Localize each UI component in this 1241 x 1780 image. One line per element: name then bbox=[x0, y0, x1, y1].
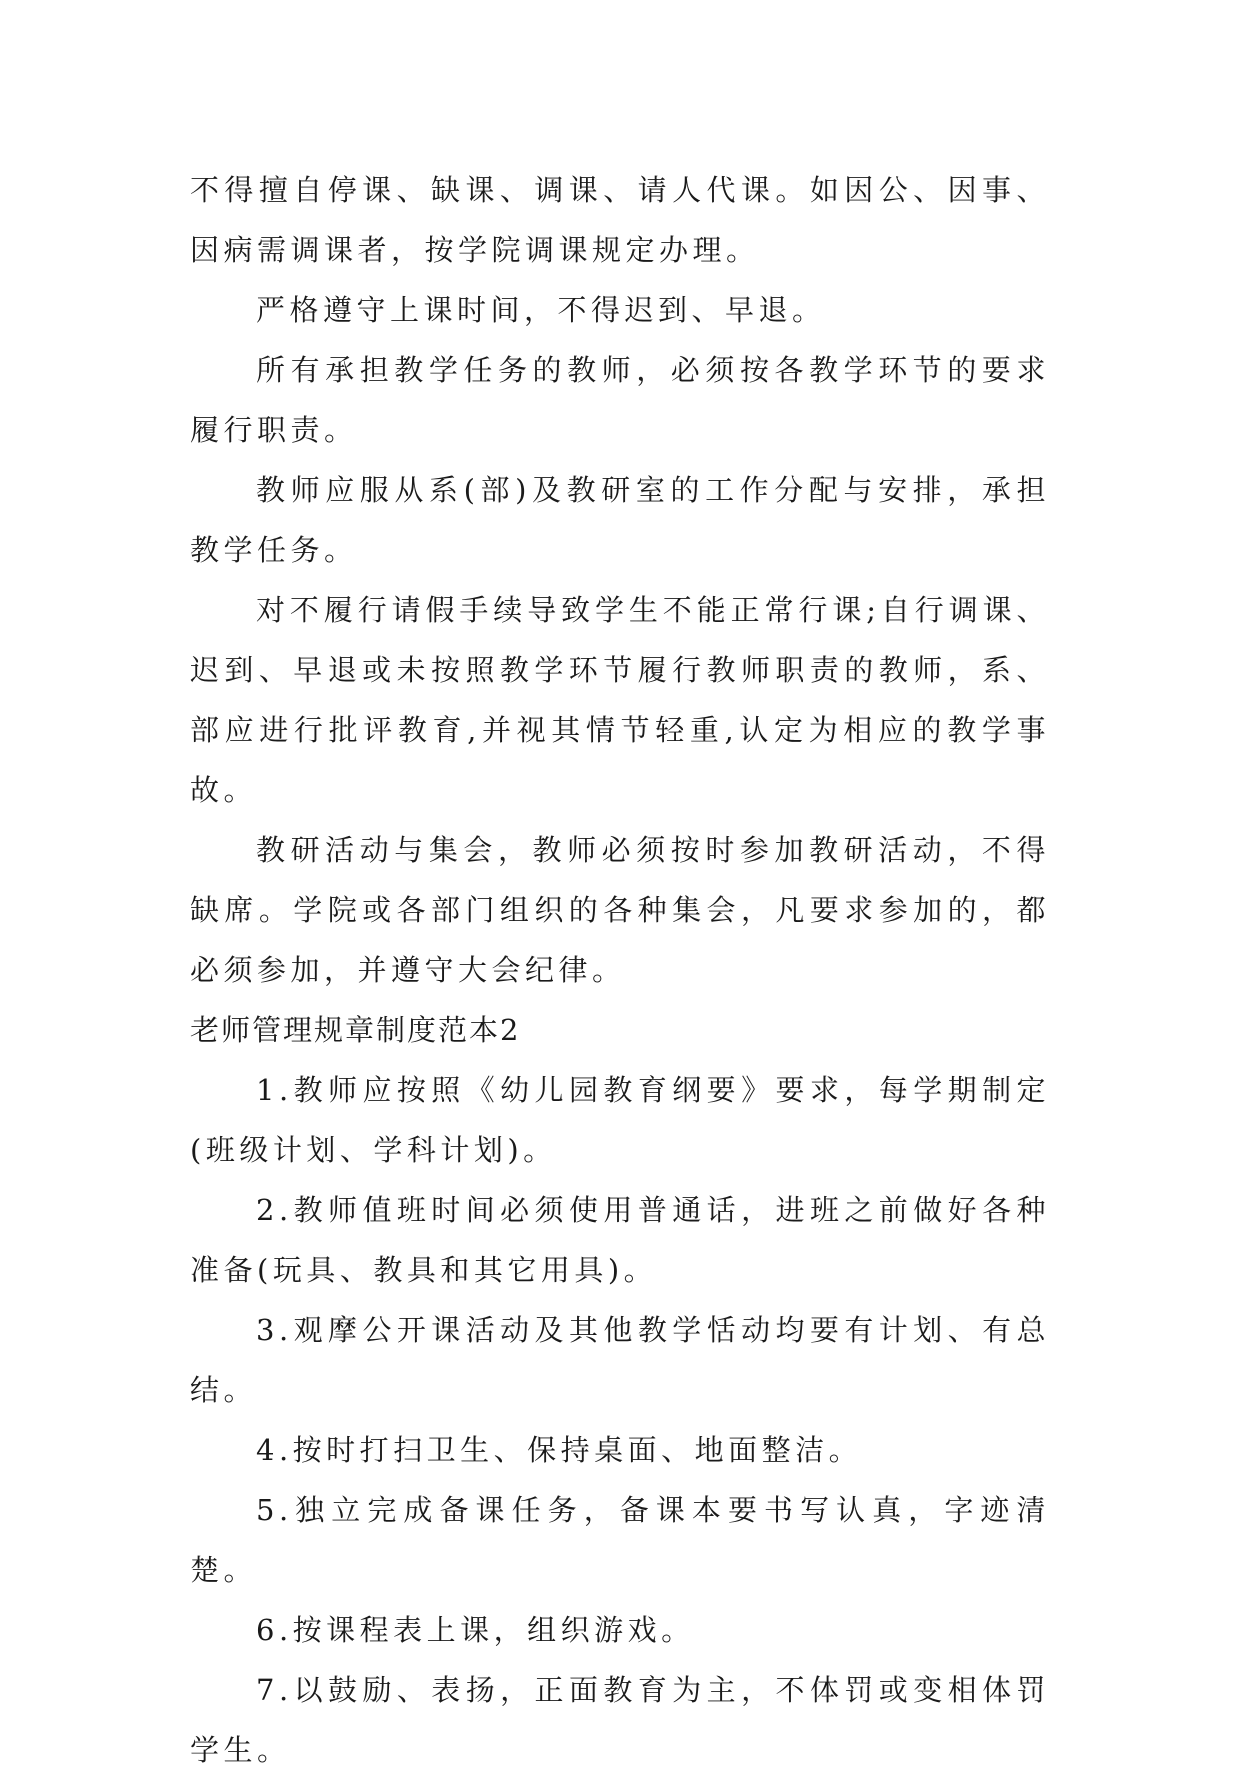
document-body bbox=[190, 160, 1050, 1780]
list-item-6: 6.按课程表上课，组织游戏。 bbox=[256, 1613, 695, 1647]
list-item-1: 1.教师应按照《幼儿园教育纲要》要求，每学期制定(班级计划、学科计划)。 bbox=[190, 1073, 1050, 1167]
list-item-4: 4.按时打扫卫生、保持桌面、地面整洁。 bbox=[256, 1433, 863, 1467]
list-item-3: 3.观摩公开课活动及其他教学恬动均要有计划、有总结。 bbox=[190, 1313, 1050, 1407]
paragraph-4: 教师应服从系(部)及教研室的工作分配与安排，承担教学任务。 bbox=[190, 473, 1050, 567]
list-item-5: 5.独立完成备课任务，备课本要书写认真，字迹清楚。 bbox=[190, 1493, 1050, 1587]
paragraph-2: 严格遵守上课时间，不得迟到、早退。 bbox=[256, 293, 826, 327]
paragraph-1: 不得擅自停课、缺课、调课、请人代课。如因公、因事、因病需调课者，按学院调课规定办理。 bbox=[190, 173, 1050, 267]
list-item-2: 2.教师值班时间必须使用普通话，进班之前做好各种准备(玩具、教具和其它用具)。 bbox=[190, 1193, 1050, 1287]
list-item-7: 7.以鼓励、表扬，正面教育为主，不体罚或变相体罚学生。 bbox=[190, 1673, 1050, 1767]
paragraph-3: 所有承担教学任务的教师，必须按各教学环节的要求履行职责。 bbox=[190, 353, 1050, 447]
paragraph-5: 对不履行请假手续导致学生不能正常行课;自行调课、迟到、早退或未按照教学环节履行教师职责的教师，系、部应进行批评教育,并视其情节轻重,认定为相应的教学事故。 bbox=[190, 593, 1050, 807]
section-heading: 老师管理规章制度范本2 bbox=[190, 1013, 521, 1047]
paragraph-6: 教研活动与集会，教师必须按时参加教研活动，不得缺席。学院或各部门组织的各种集会，凡要求参加的，都必须参加，并遵守大会纪律。 bbox=[190, 833, 1050, 987]
